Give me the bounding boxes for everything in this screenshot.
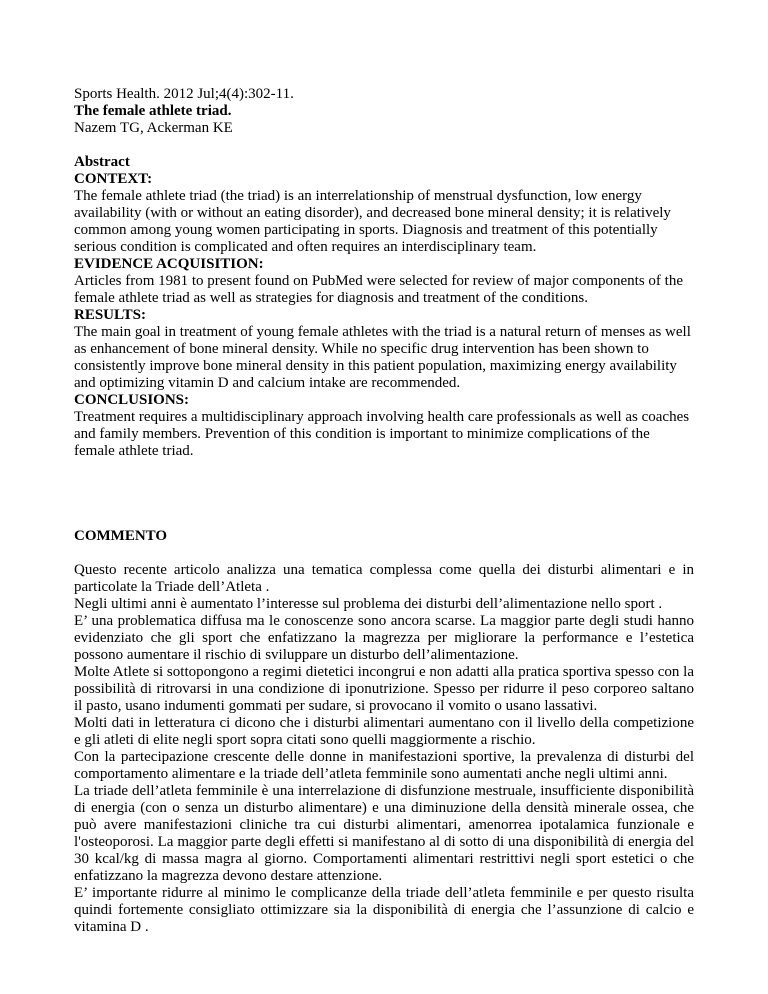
conclusions-text: Treatment requires a multidisciplinary approach involving health care professionals as well as coaches and family members. Prevention of this condition is important to minimize complications of the female athlete triad. <box>74 409 690 459</box>
commento-paragraph: Con la partecipazione crescente delle donne in manifestazioni sportive, la prevalenza di disturbi del comportamento alimentare e la triade dell’atleta femminile sono aumentati anche negli ultimi anni. <box>74 749 694 782</box>
context-text: The female athlete triad (the triad) is an interrelationship of menstrual dysfunction, low energy availability (with or without an eating disorder), and decreased bone mineral density; it is relatively common among young women participating in sports. Diagnosis and treatment of this potentially serious condition is complicated and often requires an interdisciplinary team. <box>74 188 671 255</box>
article-title: The female athlete triad. <box>74 103 232 119</box>
conclusions-heading: CONCLUSIONS: <box>74 392 190 408</box>
results-heading: RESULTS: <box>74 307 146 323</box>
evidence-heading: EVIDENCE ACQUISITION: <box>74 256 264 272</box>
commento-paragraph: Molti dati in letteratura ci dicono che i disturbi alimentari aumentano con il livello della competizione e gli atleti di elite negli sport sopra citati sono quelli maggiormente a rischio. <box>74 715 694 748</box>
commento-paragraph: Questo recente articolo analizza una tematica complessa come quella dei disturbi alimentari e in particolate la Triade dell’Atleta . <box>74 562 694 595</box>
abstract-heading: Abstract <box>74 154 130 170</box>
context-heading: CONTEXT: <box>74 171 153 187</box>
evidence-text: Articles from 1981 to present found on PubMed were selected for review of major components of the female athlete triad as well as strategies for diagnosis and treatment of the conditions. <box>74 273 683 306</box>
citation-source: Sports Health. 2012 Jul;4(4):302-11. <box>74 86 294 102</box>
results-text: The main goal in treatment of young female athletes with the triad is a natural return of menses as well as enhancement of bone mineral density. While no specific drug intervention has been shown to consistently improve bone mineral density in this patient population, maximizing energy availability and optimizing vitamin D and calcium intake are recommended. <box>74 324 691 391</box>
commento-heading: COMMENTO <box>74 528 168 544</box>
spacer <box>74 545 694 562</box>
document-page <box>74 86 694 936</box>
commento-paragraph: E’ importante ridurre al minimo le complicanze della triade dell’atleta femminile e per questo risulta quindi fortemente consigliato ottimizzare sia la disponibilità di energia che l’assunzione di calcio e vitamina D . <box>74 885 694 935</box>
spacer <box>74 460 694 528</box>
commento-paragraph: Molte Atlete si sottopongono a regimi dietetici incongrui e non adatti alla pratica sportiva spesso con la possibilità di ritrovarsi in una condizione di iponutrizione. Spesso per ridurre il peso corporeo saltano il pasto, usano indumenti gommati per sudare, si provocano il vomito o usano lassativi. <box>74 664 694 714</box>
spacer <box>74 137 694 154</box>
commento-paragraph: E’ una problematica diffusa ma le conoscenze sono ancora scarse. La maggior parte degli studi hanno evidenziato che gli sport che enfatizzano la magrezza per migliorare la performance e l’estetica possono aumentare il rischio di sviluppare un disturbo dell’alimentazione. <box>74 613 694 663</box>
commento-paragraph: La triade dell’atleta femminile è una interrelazione di disfunzione mestruale, insufficiente disponibilità di energia (con o senza un disturbo alimentare) e una diminuzione della densità minerale ossea, che può avere manifestazioni cliniche tra cui disturbi alimentari, amenorrea ipotalamica funzionale e l'osteoporosi. La maggior parte degli effetti si manifestano al di sotto di una disponibilità di energia del 30 kcal/kg di massa magra al giorno. Comportamenti alimentari restrittivi negli sport estetici o che enfatizzano la magrezza devono destare attenzione. <box>74 783 694 884</box>
commento-paragraph: Negli ultimi anni è aumentato l’interesse sul problema dei disturbi dell’alimentazione nello sport . <box>74 596 663 612</box>
article-authors: Nazem TG, Ackerman KE <box>74 120 233 136</box>
